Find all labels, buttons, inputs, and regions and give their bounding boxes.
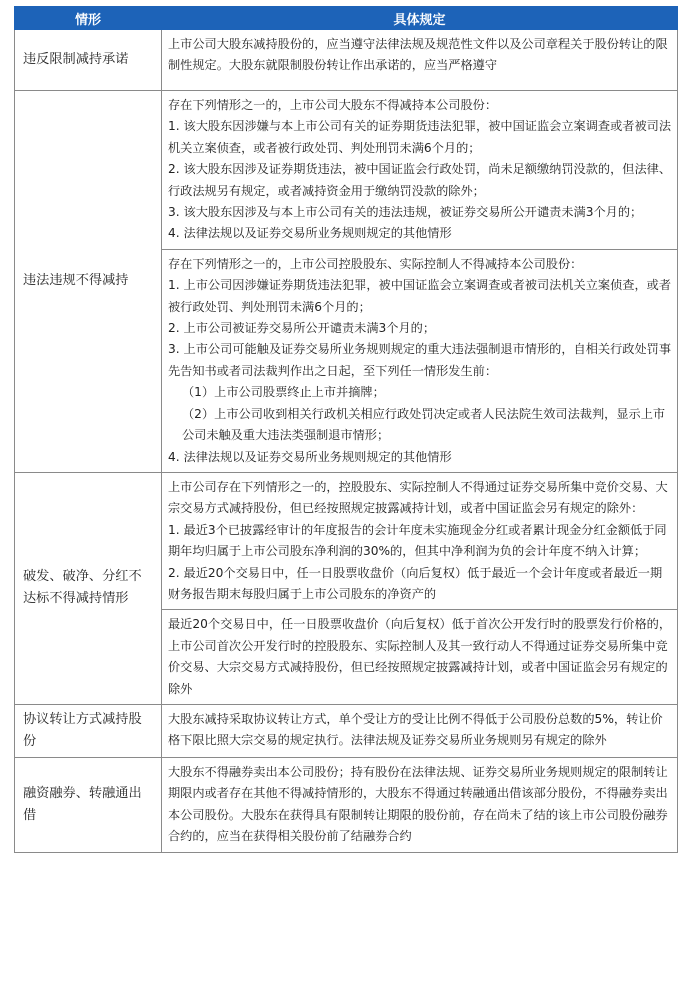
rule-text: 1. 最近3个已披露经审计的年度报告的会计年度未实施现金分红或者累计现金分红金额低于同期年均归属于上市公司股东净利润的30%的，但其中净利润为负的会计年度不纳入计算； xyxy=(168,522,667,559)
rule-text: 4. 法律法规以及证券交易所业务规则规定的其他情形 xyxy=(168,449,452,464)
table-row xyxy=(15,30,678,91)
rule-text: 上市公司大股东减持股份的，应当遵守法律法规及规范性文件以及公司章程关于股份转让的限制性规定。大股东就限制股份转让作出承诺的，应当严格遵守 xyxy=(168,37,668,73)
table-header-row xyxy=(15,7,678,30)
table-row xyxy=(15,472,678,609)
rule-cell xyxy=(162,91,678,250)
rule-cell xyxy=(162,249,678,472)
rule-text: 3. 上市公司可能触及证券交易所业务规则规定的重大违法强制退市情形的，自相关行政处罚事先告知书或者司法裁判作出之日起，至下列任一情形发生前： xyxy=(168,342,672,378)
rule-text: 1. 上市公司因涉嫌证券期货违法犯罪，被中国证监会立案调查或者被司法机关立案侦查，或者被行政处罚、判处刑罚未满6个月的； xyxy=(168,278,672,314)
rule-text: （1）上市公司股票终止上市并摘牌； xyxy=(182,385,385,400)
rule-cell xyxy=(162,472,678,609)
rule-cell xyxy=(162,610,678,705)
table-row xyxy=(15,757,678,852)
table-row xyxy=(15,91,678,250)
rule-cell xyxy=(162,704,678,757)
rule-text: 3. 该大股东因涉及与本上市公司有关的违法违规，被证券交易所公开谴责未满3个月的； xyxy=(168,205,643,220)
category-cell: 融资融券、转融通出借 xyxy=(15,757,162,852)
category-cell: 违反限制减持承诺 xyxy=(15,30,162,91)
regulation-table xyxy=(14,6,678,853)
rule-text: 大股东不得融券卖出本公司股份；持有股份在法律法规、证券交易所业务规则规定的限制转让期限内或者存在其他不得减持情形的，大股东不得通过转融通出借该部分股份，不得融券卖出本公司股份。大股东在获得具有限制转让期限的股份前，存在尚未了结的该上市公司股份融券合约的，应当在获得相关股份前了结融券合约 xyxy=(168,764,668,844)
rule-cell xyxy=(162,30,678,91)
rule-text: 存在下列情形之一的，上市公司大股东不得减持本公司股份： xyxy=(168,98,498,112)
rule-cell xyxy=(162,757,678,852)
rule-text: 2. 最近20个交易日中，任一日股票收盘价（向后复权）低于最近一个会计年度或者最近一期财务报告期末每股归属于上市公司股东的净资产的 xyxy=(168,565,663,601)
category-cell: 破发、破净、分红不达标不得减持情形 xyxy=(15,472,162,704)
category-cell: 违法违规不得减持 xyxy=(15,91,162,473)
rule-text: 2. 上市公司被证券交易所公开谴责未满3个月的； xyxy=(168,321,436,336)
rule-text: 最近20个交易日中，任一日股票收盘价（向后复权）低于首次公开发行时的股票发行价格的，上市公司首次公开发行时的控股股东、实际控制人及其一致行动人不得通过证券交易所集中竞价交易、大宗交易方式减持股份，但已经按照规定披露减持计划，或者中国证监会另有规定的除外 xyxy=(168,617,672,696)
rule-text: 1. 该大股东因涉嫌与本上市公司有关的证券期货违法犯罪，被中国证监会立案调查或者被司法机关立案侦查，或者被行政处罚、判处刑罚未满6个月的； xyxy=(168,119,672,155)
regulation-table-container xyxy=(14,6,678,853)
header-situation: 情形 xyxy=(15,7,162,30)
category-cell: 协议转让方式减持股份 xyxy=(15,704,162,757)
rule-text: 存在下列情形之一的，上市公司控股股东、实际控制人不得减持本公司股份： xyxy=(168,256,583,271)
rule-text: （2）上市公司收到相关行政机关相应行政处罚决定或者人民法院生效司法裁判，显示上市公司未触及重大违法类强制退市情形； xyxy=(182,406,666,443)
rule-text: 上市公司存在下列情形之一的，控股股东、实际控制人不得通过证券交易所集中竞价交易、大宗交易方式减持股份，但已经按照规定披露减持计划，或者中国证监会另有规定的除外： xyxy=(168,479,668,516)
rule-text: 2. 该大股东因涉及证券期货违法，被中国证监会行政处罚，尚未足额缴纳罚没款的，但法律、行政法规另有规定，或者减持资金用于缴纳罚没款的除外； xyxy=(168,162,672,198)
header-specific-rules: 具体规定 xyxy=(162,7,678,30)
rule-text: 4. 法律法规以及证券交易所业务规则规定的其他情形 xyxy=(168,226,452,241)
table-row xyxy=(15,704,678,757)
rule-text: 大股东减持采取协议转让方式，单个受让方的受让比例不得低于公司股份总数的5%，转让价格下限比照大宗交易的规定执行。法律法规及证券交易所业务规则另有规定的除外 xyxy=(168,711,663,748)
